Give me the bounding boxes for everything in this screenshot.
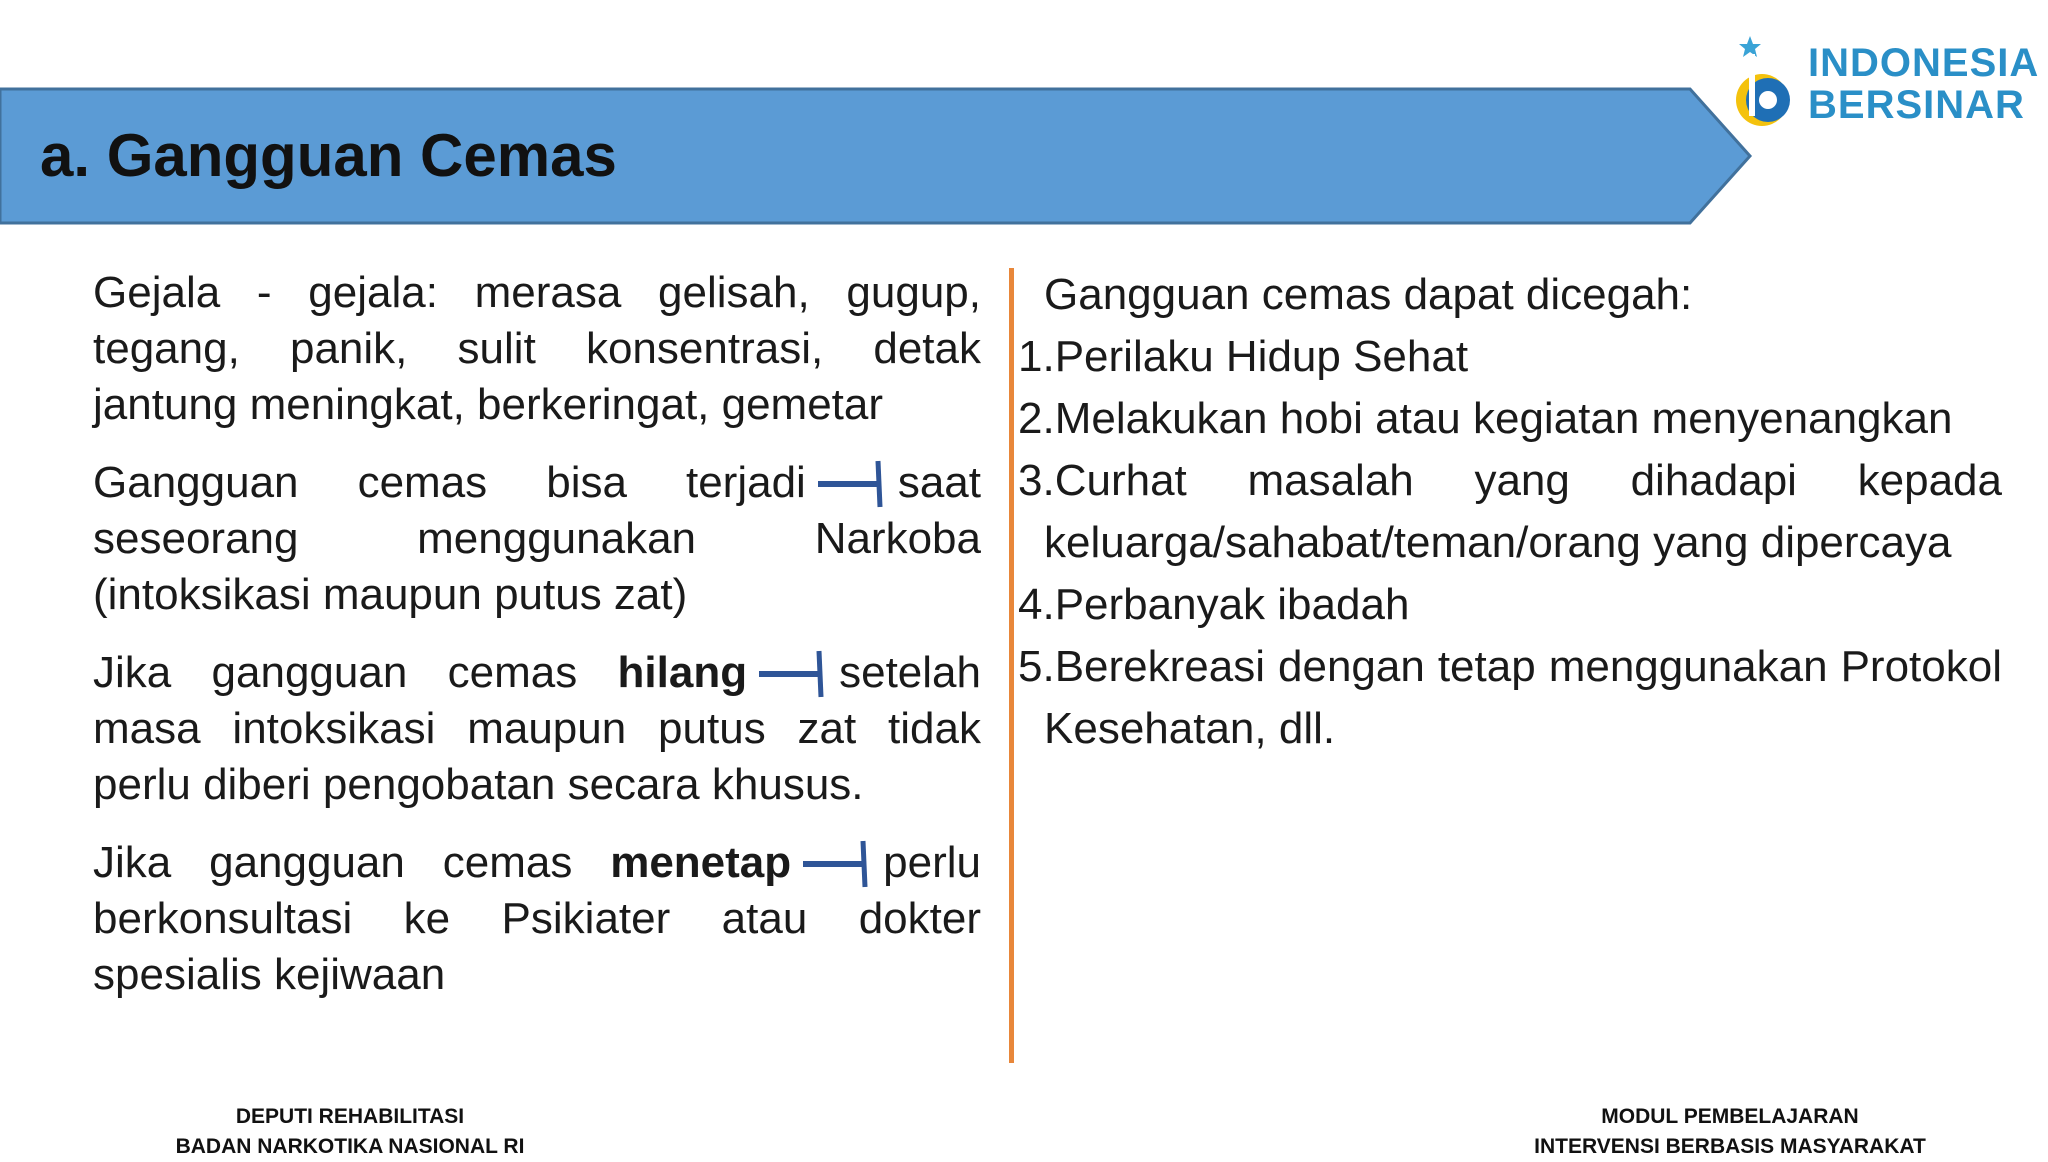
- item-text: Perbanyak ibadah: [1054, 580, 1410, 629]
- prevention-item: [1018, 326, 2002, 388]
- item-text: Perilaku Hidup Sehat: [1054, 332, 1469, 381]
- item-number: 2.: [1018, 394, 1055, 443]
- item-text: Curhat masalah yang dihadapi kepada keluarga/sahabat/teman/orang yang dipercaya: [1044, 456, 2002, 567]
- logo-line-1: INDONESIA: [1808, 41, 2040, 85]
- prevention-item: [1018, 450, 2002, 574]
- symptoms-paragraph: Gejala - gejala: merasa gelisah, gugup, tegang, panik, sulit konsentrasi, detak jantung meningkat, berkeringat, gemetar: [93, 268, 981, 429]
- persistent-text-start: Jika gangguan cemas: [93, 838, 573, 887]
- prevention-item: [1018, 574, 2002, 636]
- right-arrow-icon: [757, 647, 825, 701]
- item-number: 3.: [1018, 456, 1055, 505]
- prevention-heading: Gangguan cemas dapat dicegah:: [1044, 270, 1693, 319]
- item-number: 1.: [1018, 332, 1055, 381]
- prevention-item: [1018, 636, 2002, 760]
- item-number: 5.: [1018, 642, 1055, 691]
- item-number: 4.: [1018, 580, 1055, 629]
- slide-title: a. Gangguan Cemas: [40, 122, 617, 189]
- footer-left: [150, 1102, 550, 1162]
- right-arrow-icon: [816, 457, 884, 511]
- recovery-text-start: Jika gangguan cemas: [93, 648, 578, 697]
- persistent-paragraph: [93, 835, 981, 1003]
- footer-left-line-2: BADAN NARKOTIKA NASIONAL RI: [175, 1135, 525, 1158]
- cause-text-start: Gangguan cemas bisa terjadi: [93, 458, 806, 507]
- logo-line-2: BERSINAR: [1808, 83, 2025, 127]
- prevention-item: [1018, 388, 2002, 450]
- cause-paragraph: [93, 455, 981, 623]
- footer-right: [1480, 1102, 1980, 1162]
- prevention-list: [1018, 326, 2002, 760]
- recovery-keyword: hilang: [617, 648, 748, 697]
- footer-right-line-1: MODUL PEMBELAJARAN: [1601, 1105, 1859, 1128]
- title-banner: [0, 86, 1755, 226]
- logo-wordmark: [1808, 42, 2039, 126]
- persistent-keyword: menetap: [610, 838, 792, 887]
- footer-right-line-2: INTERVENSI BERBASIS MASYARAKAT: [1534, 1135, 1926, 1158]
- right-arrow-icon: [801, 837, 869, 891]
- item-text: Melakukan hobi atau kegiatan menyenangkan: [1054, 394, 1953, 443]
- footer-left-line-1: DEPUTI REHABILITASI: [235, 1105, 465, 1128]
- left-column: [93, 265, 981, 1025]
- persistent-text-end: perlu berkonsultasi ke Psikiater atau dokter spesialis kejiwaan: [93, 838, 981, 999]
- right-column: [1018, 264, 2002, 760]
- item-text: Berekreasi dengan tetap menggunakan Protokol Kesehatan, dll.: [1044, 642, 2002, 753]
- indonesia-bersinar-logo: [1720, 24, 2040, 144]
- column-divider: [1009, 268, 1014, 1063]
- recovery-paragraph: [93, 645, 981, 813]
- logo-mark-icon: [1720, 24, 1804, 134]
- recovery-text-end: setelah masa intoksikasi maupun putus zat tidak perlu diberi pengobatan secara khusus.: [93, 648, 981, 809]
- cause-text-end: saat seseorang menggunakan Narkoba (intoksikasi maupun putus zat): [93, 458, 981, 619]
